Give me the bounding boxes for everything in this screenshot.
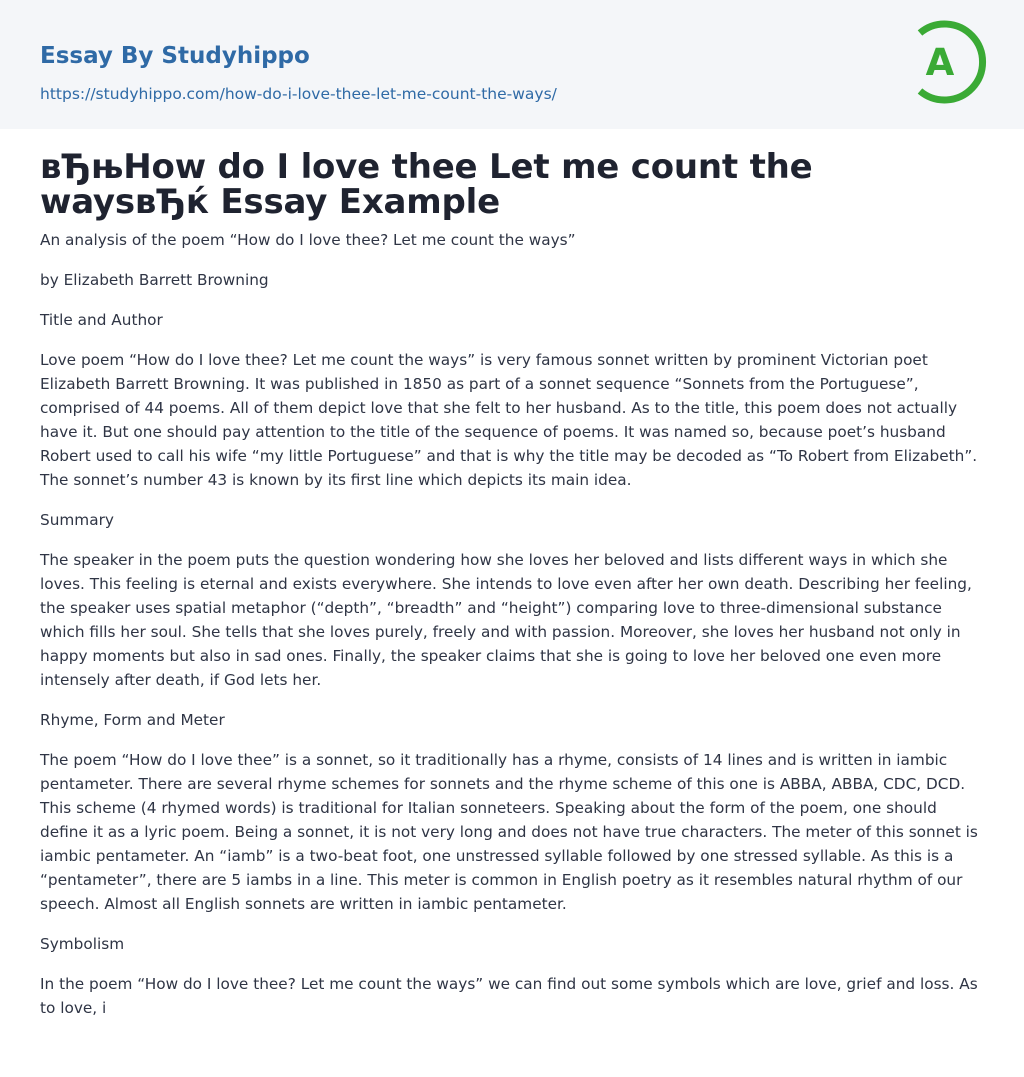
section-heading-rhyme-form-meter: Rhyme, Form and Meter <box>40 711 225 729</box>
author-line: by Elizabeth Barrett Browning <box>40 271 269 289</box>
site-header <box>0 0 1024 129</box>
paragraph-title-and-author: Love poem “How do I love thee? Let me count the ways” is very famous sonnet written by prominent Victorian poet Elizabeth Barrett Browning. It was published in 1850 as part of a sonnet sequence “Sonnets from the Portuguese”, comprised of 44 poems. All of them depict love that she felt to her husband. As to the title, this poem does not actually have it. But one should pay attention to the title of the sequence of poems. It was named so, because poet’s husband Robert used to call his wife “my little Portuguese” and that is why the title may be decoded as “To Robert from Elizabeth”. The sonnet’s number 43 is known by its first line which depicts its main idea. <box>40 351 978 489</box>
brand-title[interactable]: Essay By Studyhippo <box>40 43 310 69</box>
paragraph-rhyme-form-meter: The poem “How do I love thee” is a sonnet, so it traditionally has a rhyme, consists of 14 lines and is written in iambic pentameter. There are several rhyme schemes for sonnets and the rhyme scheme of this one is ABBA, ABBA, CDC, DCD. This scheme (4 rhymed words) is traditional for Italian sonneteers. Speaking about the form of the poem, one should define it as a lyric poem. Being a sonnet, it is not very long and does not have true characters. The meter of this sonnet is iambic pentameter. An “iamb” is a two-beat foot, one unstressed syllable followed by one stressed syllable. As this is a “pentameter”, there are 5 iambs in a line. This meter is common in English poetry as it resembles natural rhythm of our speech. Almost all English sonnets are written in iambic pentameter. <box>40 751 978 913</box>
paragraph-symbolism: In the poem “How do I love thee? Let me count the ways” we can find out some symbols which are love, grief and loss. As to love, i <box>40 975 978 1017</box>
section-heading-summary: Summary <box>40 511 114 529</box>
page-title: вЂњHow do I love thee Let me count the waysвЂќ Essay Example <box>40 147 813 222</box>
studyhippo-logo-icon[interactable] <box>910 18 988 106</box>
essay-body <box>40 228 986 1036</box>
source-url-link[interactable]: https://studyhippo.com/how-do-i-love-thee-let-me-count-the-ways/ <box>40 85 557 103</box>
section-heading-title-and-author: Title and Author <box>40 311 163 329</box>
section-heading-symbolism: Symbolism <box>40 935 125 953</box>
subtitle: An analysis of the poem “How do I love thee? Let me count the ways” <box>40 231 576 249</box>
paragraph-summary: The speaker in the poem puts the question wondering how she loves her beloved and lists different ways in which she loves. This feeling is eternal and exists everywhere. She intends to love even after her own death. Describing her feeling, the speaker uses spatial metaphor (“depth”, “breadth” and “height”) comparing love to three-dimensional substance which fills her soul. She tells that she loves purely, freely and with passion. Moreover, she loves her husband not only in happy moments but also in sad ones. Finally, the speaker claims that she is going to love her beloved one even more intensely after death, if God lets her. <box>40 551 972 689</box>
logo-letter: A <box>925 41 955 84</box>
